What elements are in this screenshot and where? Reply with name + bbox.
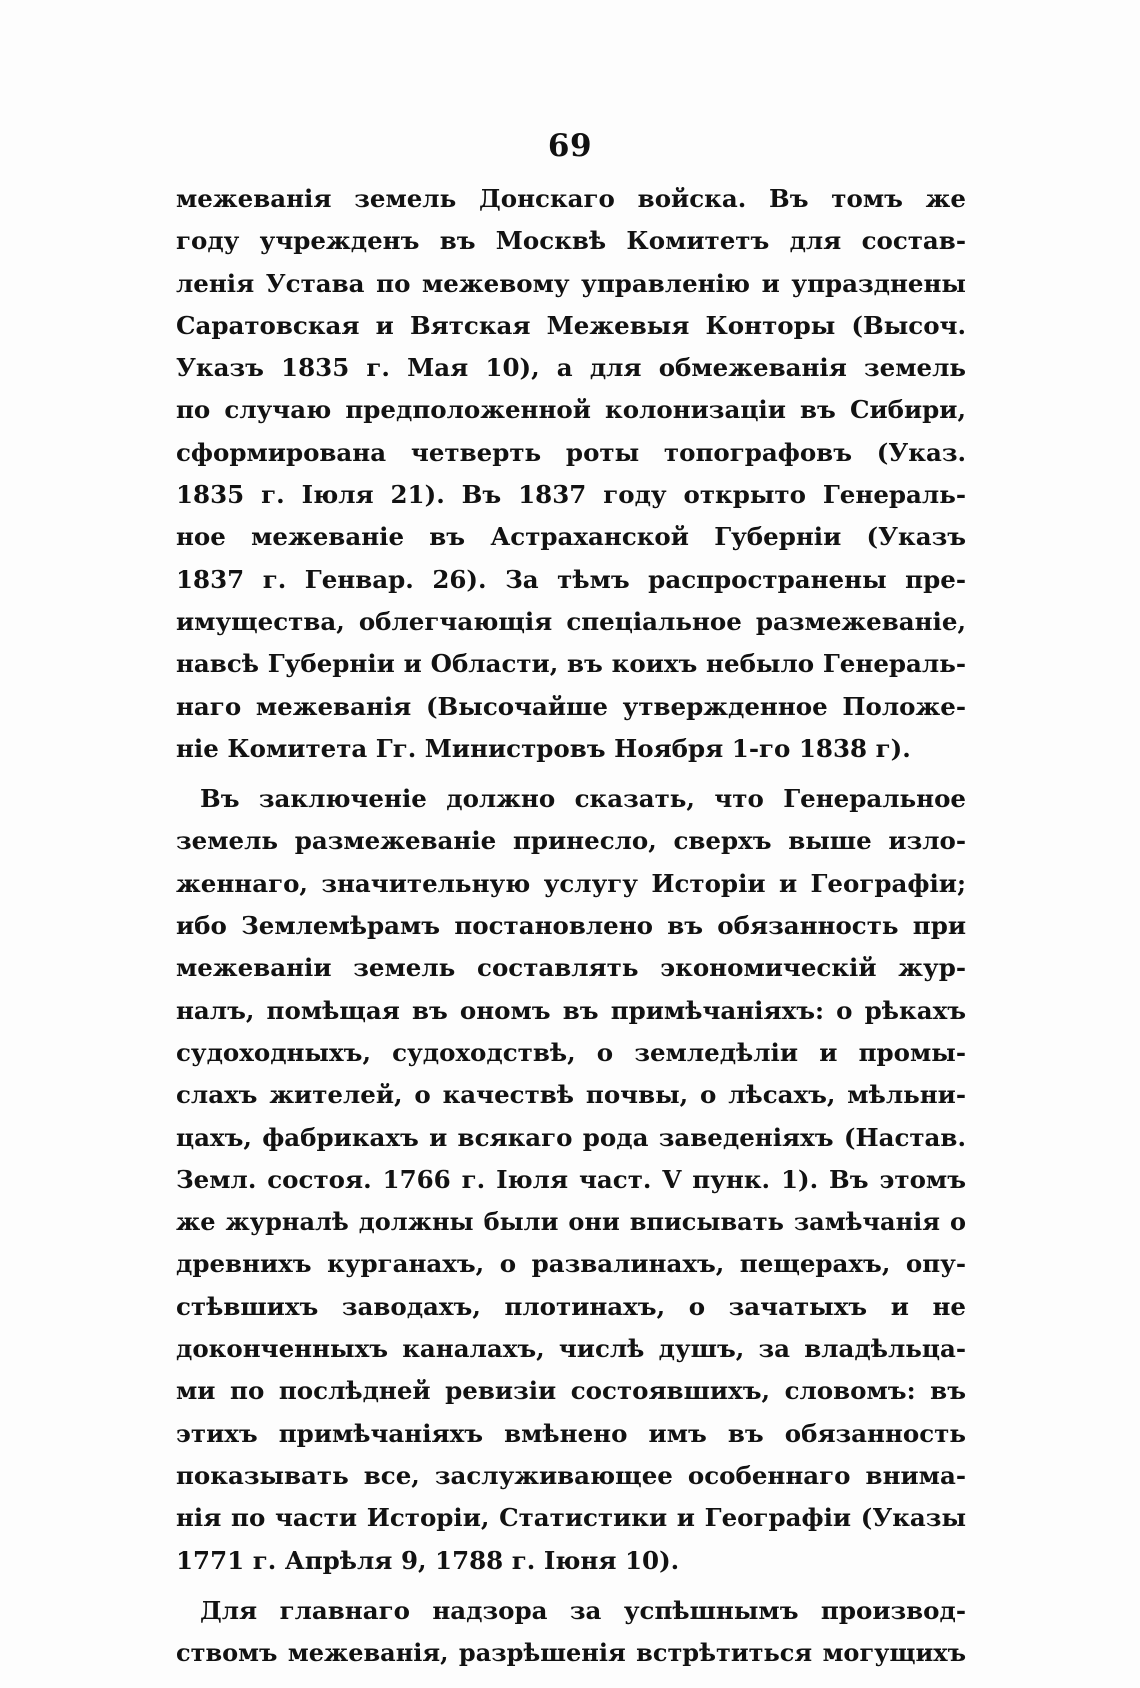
text-line: судоходныхъ, судоходствѣ, о земледѣліи и промы- — [176, 1037, 966, 1067]
text-line: Саратовская и Вятская Межевыя Конторы (Высоч. — [176, 310, 966, 340]
paragraph-3 — [176, 1590, 966, 1675]
text-line: наго межеванія (Высочайше утвержденное Положе- — [176, 691, 966, 721]
text-line: навсѣ Губерніи и Области, въ коихъ небыло Генераль- — [176, 649, 966, 679]
text-line: показывать все, заслуживающее особеннаго внима- — [176, 1460, 966, 1490]
text-line: Указъ 1835 г. Мая 10), а для обмежеванія земель — [176, 353, 966, 383]
text-line: женнаго, значительную услугу Исторіи и Географіи; — [176, 868, 966, 898]
text-line: Въ заключеніе должно сказать, что Генеральное — [200, 784, 966, 814]
text-line: году учрежденъ въ Москвѣ Комитетъ для состав- — [176, 226, 966, 256]
text-line: Для главнаго надзора за успѣшнымъ производ- — [200, 1595, 966, 1625]
text-line: сформирована четверть роты топографовъ (Указ. — [176, 437, 966, 467]
text-line: имущества, облегчающія спеціальное размежеваніе, — [176, 606, 966, 636]
text-line: доконченныхъ каналахъ, числѣ душъ, за владѣльца- — [176, 1334, 966, 1364]
body-text — [176, 178, 966, 1674]
paragraph-gap — [176, 1582, 966, 1590]
text-line: ствомъ межеванія, разрѣшенія встрѣтиться могущихъ — [176, 1638, 966, 1668]
paragraph-1 — [176, 178, 966, 770]
text-line: ніе Комитета Гг. Министровъ Ноября 1-го 1838 г). — [176, 733, 911, 763]
text-line: же журналѣ должны были они вписывать замѣчанія о — [176, 1207, 966, 1237]
text-line: земель размежеваніе принесло, сверхъ выше изло- — [176, 826, 966, 856]
text-line: Земл. состоя. 1766 г. Іюля част. V пунк. 1). Въ этомъ — [176, 1164, 966, 1194]
text-line: ми по послѣдней ревизіи состоявшихъ, словомъ: въ — [176, 1376, 966, 1406]
text-line: межеванія земель Донскаго войска. Въ томъ же — [176, 184, 966, 213]
text-line: ибо Землемѣрамъ постановлено въ обязанность при — [176, 911, 966, 941]
text-line: 1835 г. Іюля 21). Въ 1837 году открыто Генераль- — [176, 480, 966, 510]
text-line: ное межеваніе въ Астраханской Губерніи (Указъ — [176, 522, 966, 552]
text-line: ленія Устава по межевому управленію и упразднены — [176, 268, 966, 298]
text-line: этихъ примѣчаніяхъ вмѣнено имъ въ обязанность — [176, 1418, 966, 1448]
paragraph-gap — [176, 770, 966, 778]
paragraph-2 — [176, 778, 966, 1582]
text-line: 1837 г. Генвар. 26). За тѣмъ распространены пре- — [176, 564, 966, 594]
text-line: налъ, помѣщая въ ономъ въ примѣчаніяхъ: о рѣкахъ — [176, 995, 966, 1025]
text-line: цахъ, фабрикахъ и всякаго рода заведеніяхъ (Настав. — [176, 1122, 966, 1152]
text-line: слахъ жителей, о качествѣ почвы, о лѣсахъ, мѣльни- — [176, 1080, 966, 1110]
text-line: 1771 г. Апрѣля 9, 1788 г. Іюня 10). — [176, 1545, 680, 1575]
text-line: стѣвшихъ заводахъ, плотинахъ, о зачатыхъ и не — [176, 1291, 966, 1321]
text-line: межеваніи земель составлять экономическій жур- — [176, 953, 966, 983]
text-line: древнихъ курганахъ, о развалинахъ, пещерахъ, опу- — [176, 1249, 966, 1279]
text-line: по случаю предположенной колонизаціи въ Сибири, — [176, 395, 966, 425]
page-number: 69 — [547, 128, 593, 164]
text-line: нія по части Исторіи, Статистики и Географіи (Указы — [176, 1503, 966, 1533]
